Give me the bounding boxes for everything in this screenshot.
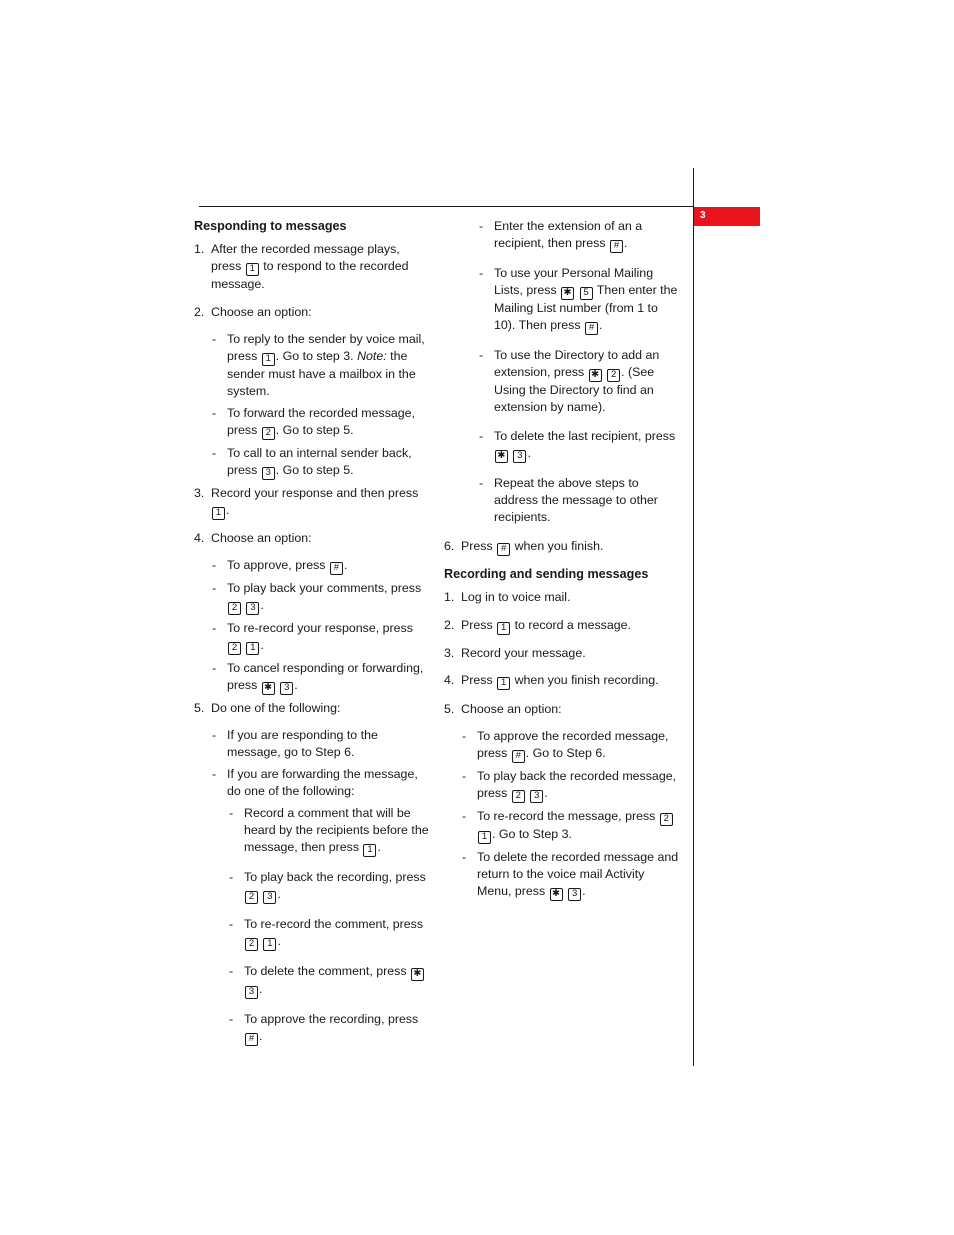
bullet-dash: -: [229, 917, 234, 931]
left-column: [194, 218, 429, 1046]
key-3-icon: 3: [513, 450, 526, 463]
bullet-dash: -: [479, 348, 484, 362]
option-text: To cancel responding or forwarding, press: [227, 661, 424, 692]
step-text: Record your message.: [461, 646, 586, 660]
bullet-dash: -: [229, 1012, 234, 1026]
key-1-icon: 1: [497, 622, 510, 635]
bullet-dash: -: [212, 581, 217, 595]
step-number: 1.: [444, 590, 455, 604]
option-text: To approve the recorded message, press: [477, 729, 669, 760]
key-3-icon: 3: [245, 986, 258, 999]
option-text: .: [277, 887, 281, 901]
step-3: [194, 485, 429, 520]
option-text: To play back the recording, press: [244, 870, 426, 884]
page-number: 3: [700, 210, 706, 221]
option-text: .: [260, 598, 264, 612]
option-repeat: [444, 475, 679, 526]
option-text: To approve the recording, press: [244, 1012, 419, 1026]
key-1-icon: 1: [246, 263, 259, 276]
option-text: To play back the recorded message, press: [477, 769, 677, 800]
option-enter-extension: [444, 218, 679, 253]
option-re-record-comment: [194, 916, 429, 951]
step-number: 6.: [444, 539, 455, 553]
option-text: To delete the last recipient, press: [494, 429, 676, 443]
step-text: Choose an option:: [211, 531, 312, 545]
bullet-dash: -: [212, 446, 217, 460]
bullet-dash: -: [212, 558, 217, 572]
option-approve: [194, 557, 429, 575]
header-rule: [199, 206, 694, 207]
option-responding: [194, 727, 429, 761]
key-5-icon: 5: [580, 287, 593, 300]
option-text: .: [294, 678, 298, 692]
option-text: .: [544, 786, 548, 800]
option-text: Enter the extension of an a recipient, then press: [494, 219, 643, 250]
key-hash-icon: #: [245, 1033, 258, 1046]
option-forwarding: [194, 766, 429, 800]
key-2-icon: 2: [228, 602, 241, 615]
key-1-icon: 1: [478, 831, 491, 844]
step-text: when you finish recording.: [514, 673, 659, 687]
key-2-icon: 2: [512, 790, 525, 803]
note-label: Note:: [357, 349, 387, 363]
option-text: To use your Personal Mailing Lists, press: [494, 266, 654, 297]
option-text: To re-record the message, press: [477, 809, 656, 823]
step-number: 4.: [444, 673, 455, 687]
key-1-icon: 1: [246, 642, 259, 655]
option-play-back-recording: [194, 869, 429, 904]
option-text: If you are forwarding the message, do one of the following:: [227, 767, 418, 798]
option-text: .: [527, 446, 531, 460]
step-text: Record your response and then press: [211, 486, 419, 500]
bullet-dash: -: [212, 406, 217, 420]
option-cancel: [194, 660, 429, 695]
option-text: Then enter the Mailing List number (from 1 to 10). Then press: [494, 283, 678, 332]
option-text: .: [343, 558, 348, 572]
option-text: To reply to the sender by voice mail, press: [227, 332, 425, 363]
step-number: 5.: [194, 701, 205, 715]
option-text: .: [260, 638, 264, 652]
key-2-icon: 2: [262, 427, 275, 440]
key-1-icon: 1: [363, 844, 376, 857]
key-1-icon: 1: [263, 938, 276, 951]
key-2-icon: 2: [245, 891, 258, 904]
step-6: [444, 538, 679, 556]
step-text: Log in to voice mail.: [461, 590, 571, 604]
bullet-dash: -: [229, 806, 234, 820]
option-delete-comment: [194, 963, 429, 999]
option-delete-recipient: [444, 428, 679, 463]
key-star-icon: ✱: [411, 968, 424, 981]
bullet-dash: -: [462, 729, 467, 743]
option-directory: [444, 347, 679, 416]
step-r5: [444, 701, 679, 718]
key-hash-icon: #: [610, 240, 623, 253]
option-text: To use the Directory to add an extension, press: [494, 348, 660, 379]
key-hash-icon: #: [585, 322, 598, 335]
bullet-dash: -: [229, 870, 234, 884]
key-1-icon: 1: [497, 677, 510, 690]
bullet-dash: -: [212, 661, 217, 675]
step-2: [194, 304, 429, 321]
margin-rule: [693, 168, 694, 1066]
key-hash-icon: #: [512, 750, 525, 763]
key-3-icon: 3: [263, 891, 276, 904]
option-play-back: [194, 580, 429, 615]
section-heading-recording: Recording and sending messages: [444, 567, 649, 581]
step-text: Press: [461, 673, 493, 687]
option-text: .: [599, 318, 603, 332]
step-number: 5.: [444, 702, 455, 716]
option-text: . Go to step 3.: [275, 349, 354, 363]
key-2-icon: 2: [660, 813, 673, 826]
key-star-icon: ✱: [550, 888, 563, 901]
option-text: . Go to Step 6.: [525, 746, 606, 760]
bullet-dash: -: [479, 266, 484, 280]
key-star-icon: ✱: [495, 450, 508, 463]
step-1: [194, 241, 429, 293]
option-text: To delete the recorded message and return to the voice mail Activity Menu, press: [477, 850, 679, 898]
option-text: To re-record your response, press: [227, 621, 413, 635]
key-1-icon: 1: [212, 507, 225, 520]
option-text: Record a comment that will be heard by the recipients before the message, then press: [244, 806, 429, 854]
bullet-dash: -: [462, 769, 467, 783]
bullet-dash: -: [479, 429, 484, 443]
step-number: 3.: [194, 486, 205, 500]
option-text: To re-record the comment, press: [244, 917, 424, 931]
option-text: .: [259, 982, 263, 996]
step-r1: [444, 589, 679, 606]
step-text: to record a message.: [514, 618, 631, 632]
key-1-icon: 1: [262, 353, 275, 366]
option-mailing-lists: [444, 265, 679, 335]
bullet-dash: -: [212, 621, 217, 635]
bullet-dash: -: [479, 476, 484, 490]
section-heading-responding: Responding to messages: [194, 219, 347, 233]
key-star-icon: ✱: [262, 682, 275, 695]
step-text: Do one of the following:: [211, 701, 341, 715]
step-text: Choose an option:: [461, 702, 562, 716]
option-text: To delete the comment, press: [244, 964, 407, 978]
option-text: .: [582, 884, 586, 898]
key-2-icon: 2: [607, 369, 620, 382]
step-text: Press: [461, 539, 493, 553]
step-number: 4.: [194, 531, 205, 545]
option-play-back-message: [444, 768, 679, 803]
option-text: . Go to step 5.: [275, 423, 354, 437]
option-text: .: [277, 934, 281, 948]
option-text: .: [259, 1029, 263, 1043]
option-text: .: [377, 840, 381, 854]
step-number: 3.: [444, 646, 455, 660]
option-text: .: [624, 236, 628, 250]
option-re-record-message: [444, 808, 679, 844]
option-text: . Go to step 5.: [275, 463, 354, 477]
option-text: To forward the recorded message, press: [227, 406, 416, 437]
step-number: 2.: [194, 305, 205, 319]
key-3-icon: 3: [530, 790, 543, 803]
option-re-record: [194, 620, 429, 655]
key-3-icon: 3: [262, 467, 275, 480]
option-record-comment: [194, 805, 429, 857]
step-number: 1.: [194, 242, 205, 256]
option-text: If you are responding to the message, go to Step 6.: [227, 728, 378, 759]
right-column: [444, 218, 679, 901]
option-text: Repeat the above steps to address the message to other recipients.: [494, 476, 658, 524]
key-hash-icon: #: [330, 562, 343, 575]
step-text: Press: [461, 618, 493, 632]
step-5: [194, 700, 429, 717]
option-approve-recording: [194, 1011, 429, 1046]
bullet-dash: -: [479, 219, 484, 233]
bullet-dash: -: [212, 728, 217, 742]
key-2-icon: 2: [245, 938, 258, 951]
step-text: After the recorded message plays, press: [211, 242, 400, 273]
option-forward: [194, 405, 429, 440]
key-hash-icon: #: [497, 543, 510, 556]
bullet-dash: -: [212, 332, 217, 346]
step-r4: [444, 672, 679, 690]
step-r3: [444, 645, 679, 662]
step-r2: [444, 617, 679, 635]
step-text: .: [226, 503, 230, 517]
key-star-icon: ✱: [589, 369, 602, 382]
option-text: the sender must have a mailbox in the system.: [227, 349, 416, 398]
option-call-back: [194, 445, 429, 480]
option-text: To play back your comments, press: [227, 581, 422, 595]
step-number: 2.: [444, 618, 455, 632]
key-star-icon: ✱: [561, 287, 574, 300]
bullet-dash: -: [212, 767, 217, 781]
option-text: . Go to Step 3.: [492, 827, 572, 841]
bullet-dash: -: [462, 809, 467, 823]
option-text: To approve, press: [227, 558, 326, 572]
step-text: when you finish.: [514, 539, 604, 553]
key-3-icon: 3: [280, 682, 293, 695]
key-3-icon: 3: [246, 602, 259, 615]
option-approve-message: [444, 728, 679, 763]
step-text: to respond to the recorded message.: [211, 259, 409, 291]
step-text: Choose an option:: [211, 305, 312, 319]
key-3-icon: 3: [568, 888, 581, 901]
bullet-dash: -: [462, 850, 467, 864]
bullet-dash: -: [229, 964, 234, 978]
option-reply: [194, 331, 429, 400]
key-2-icon: 2: [228, 642, 241, 655]
option-text: To call to an internal sender back, press: [227, 446, 412, 477]
option-text: . (See Using the Directory to find an extension by name).: [494, 365, 655, 414]
step-4: [194, 530, 429, 547]
page-number-tab: [694, 207, 760, 226]
option-delete-message: [444, 849, 679, 901]
